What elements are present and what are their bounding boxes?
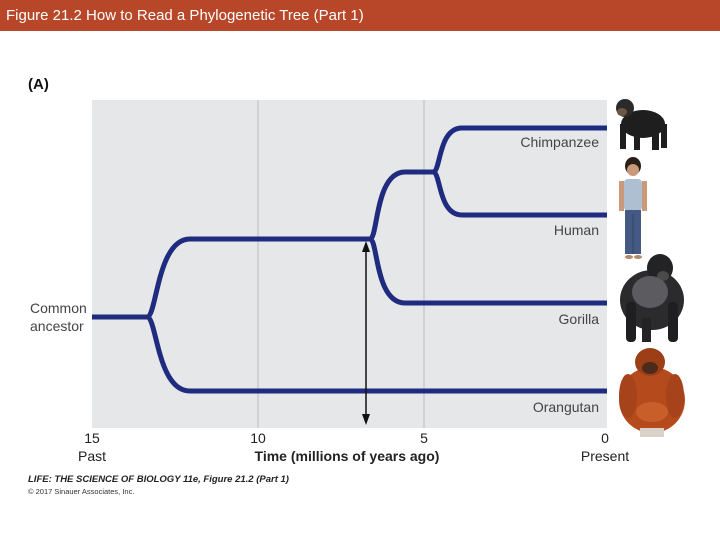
- root-label-line1: Common: [30, 300, 87, 316]
- chimpanzee-photo: [616, 99, 667, 150]
- root-label-line2: ancestor: [30, 318, 84, 334]
- axis-tick-10: 10: [250, 430, 266, 446]
- taxon-label-orangutan: Orangutan: [532, 399, 599, 415]
- taxon-label-chimpanzee: Chimpanzee: [520, 134, 599, 150]
- taxon-label-human: Human: [553, 222, 599, 238]
- orangutan-photo: [619, 348, 685, 437]
- credit-copyright: © 2017 Sinauer Associates, Inc.: [28, 487, 135, 496]
- axis-tick-15: 15: [84, 430, 100, 446]
- credit-book-title: LIFE: THE SCIENCE OF BIOLOGY 11e, Figure 21.2 (Part 1): [28, 474, 289, 485]
- panel-label: (A): [28, 76, 49, 93]
- axis-title: Time (millions of years ago): [254, 448, 440, 464]
- axis-tick-5: 5: [420, 430, 428, 446]
- axis-left-label: Past: [77, 448, 107, 464]
- axis-tick-0: 0: [601, 430, 609, 446]
- taxon-label-gorilla: Gorilla: [558, 311, 599, 327]
- human-photo: [619, 157, 647, 259]
- gorilla-photo: [620, 254, 684, 342]
- page-title: Figure 21.2 How to Read a Phylogenetic Tree (Part 1): [6, 7, 364, 24]
- axis-right-label: Present: [580, 448, 630, 464]
